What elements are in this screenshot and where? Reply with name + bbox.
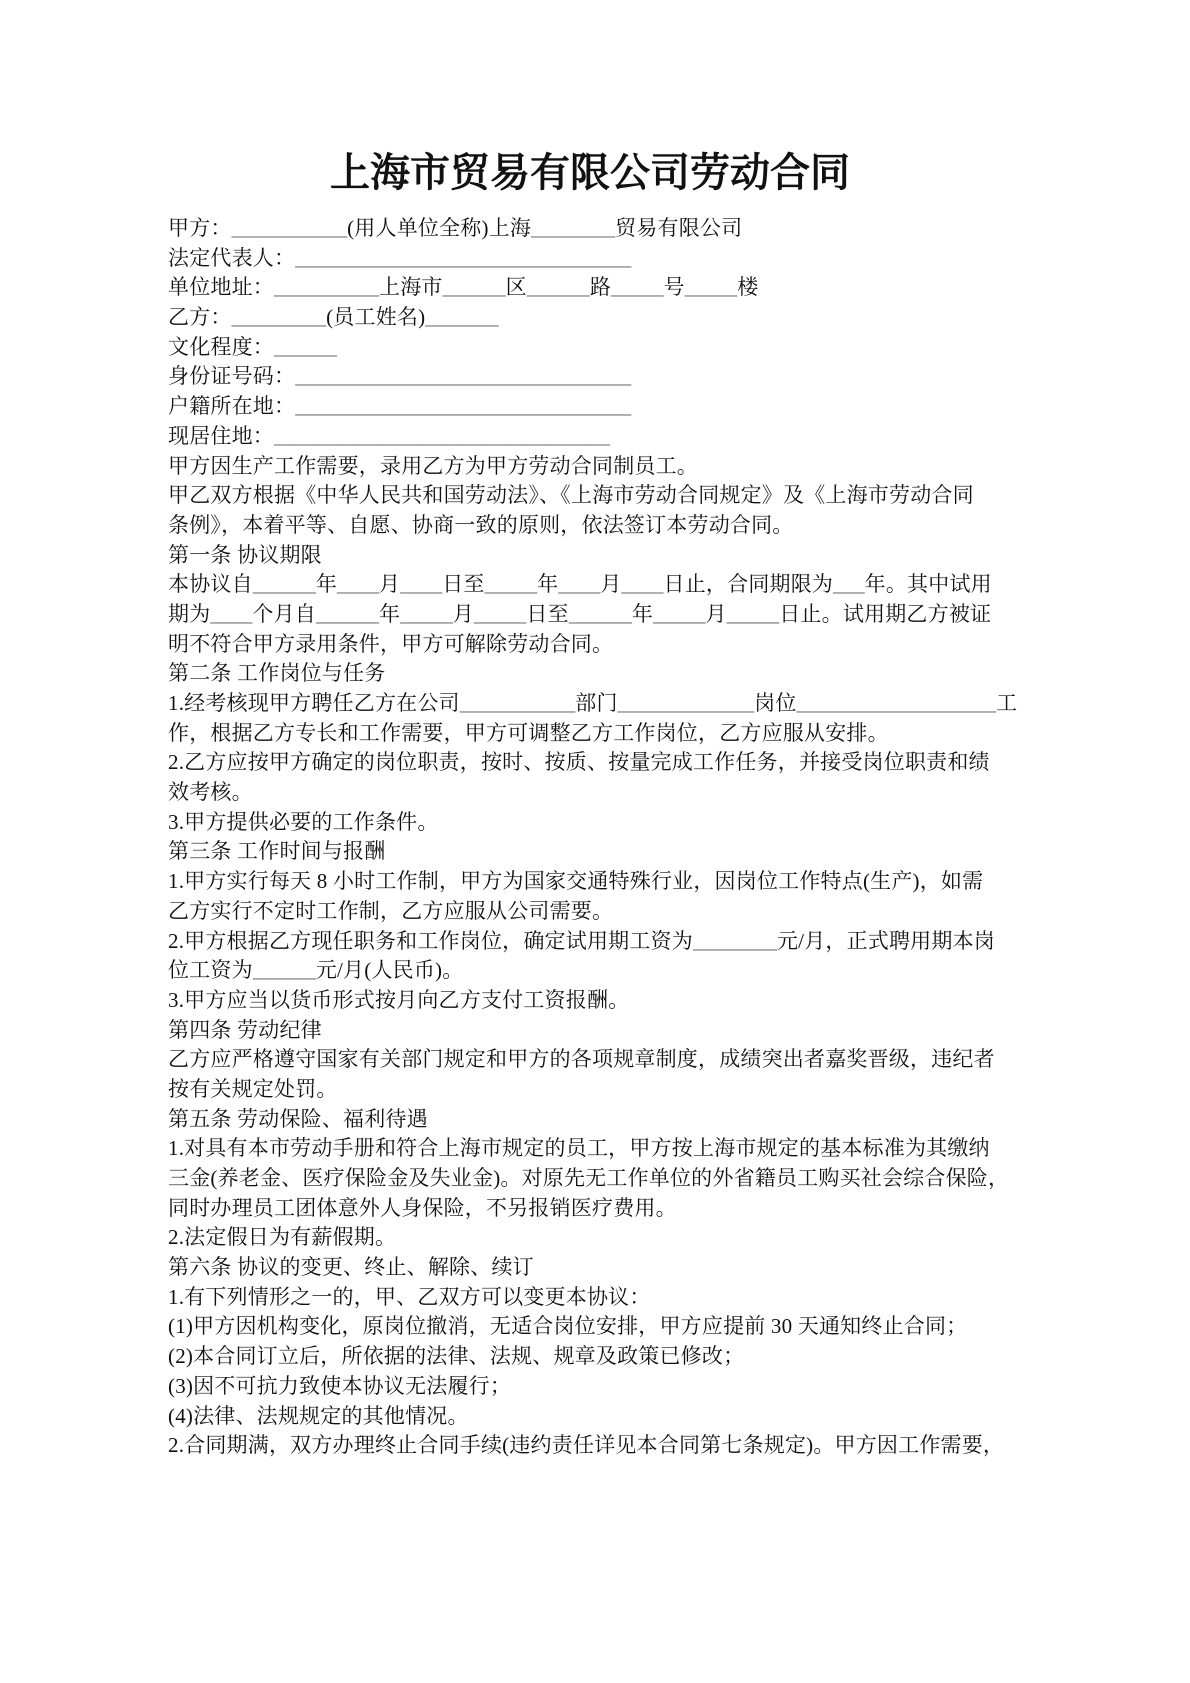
fill-blank: ____ [337,572,380,597]
contract-line: 效考核。 [168,780,253,805]
contract-line: (1)甲方因机构变化，原岗位撤消，无适合岗位安排，甲方应提前 30 天通知终止合同； [168,1314,968,1339]
contract-line: 期为____个月自______年_____月_____日至______年_____月_____日止。试用期乙方被证 [168,601,992,626]
fill-blank: ________________________________ [274,423,610,448]
fill-blank: ___ [833,572,865,597]
contract-line: 现居住地：________________________________ [168,423,610,448]
fill-blank: ___________ [231,216,348,240]
fill-blank: _____ [611,275,664,300]
contract-line: 第四条 劳动纪律 [168,1017,322,1042]
fill-blank: _________ [231,305,327,330]
contract-line: 条例》，本着平等、自愿、协商一致的原则，依法签订本劳动合同。 [168,512,794,537]
contract-title: 上海市贸易有限公司劳动合同 [330,150,850,195]
contract-line: 甲方因生产工作需要，录用乙方为甲方劳动合同制员工。 [168,453,698,478]
contract-line: 2.法定假日为有薪假期。 [168,1225,397,1250]
fill-blank: ______ [274,334,337,359]
contract-line: 2.乙方应按甲方确定的岗位职责，按时、按质、按量完成工作任务，并接受岗位职责和绩 [168,750,990,775]
contract-line: 第六条 协议的变更、终止、解除、续订 [168,1255,534,1280]
fill-blank: __________ [274,275,379,300]
contract-line: 位工资为______元/月(人民币)。 [168,958,464,983]
contract-line: (4)法律、法规规定的其他情况。 [168,1403,469,1428]
fill-blank: _____ [484,572,538,597]
fill-blank: ________ [531,216,616,240]
contract-line: 户籍所在地：________________________________ [168,394,632,419]
contract-line: 1.有下列情形之一的，甲、乙双方可以变更本协议： [168,1284,651,1309]
contract-line: 2.甲方根据乙方现任职务和工作岗位，确定试用期工资为________元/月，正式聘用期本岗 [168,928,995,953]
fill-blank: ______ [442,275,506,300]
fill-blank: ________________________________ [295,394,632,419]
contract-line: 明不符合甲方录用条件，甲方可解除劳动合同。 [168,631,614,656]
contract-line: 1.对具有本市劳动手册和符合上海市规定的员工，甲方按上海市规定的基本标准为其缴纳 [168,1136,990,1161]
contract-line: 乙方应严格遵守国家有关部门规定和甲方的各项规章制度，成绩突出者嘉奖晋级，违纪者 [168,1047,995,1072]
fill-blank: ____ [621,572,664,597]
contract-line: 甲方：___________(用人单位全称)上海________贸易有限公司 [168,216,743,240]
fill-blank: _____ [684,275,738,300]
fill-blank: ________________________________ [295,364,632,389]
fill-blank: _____ [400,601,453,626]
contract-line: 同时办理员工团体意外人身保险，不另报销医疗费用。 [168,1195,677,1220]
fill-blank: ______ [252,572,316,597]
contract-line: 乙方：_________(员工姓名)_______ [168,305,499,330]
contract-body [168,214,1018,1461]
contract-line: 三金(养老金、医疗保险金及失业金)。对原先无工作单位的外省籍员工购买社会综合保险， [168,1166,1010,1190]
fill-blank: ______ [316,601,380,626]
fill-blank: _______ [425,305,499,330]
contract-line: 3.甲方应当以货币形式按月向乙方支付工资报酬。 [168,987,630,1012]
contract-line: 第五条 劳动保险、福利待遇 [168,1106,428,1131]
contract-line: 1.经考核现甲方聘任乙方在公司___________部门_____________岗位___________________工 [168,691,1018,715]
contract-line: 作，根据乙方专长和工作需要，甲方可调整乙方工作岗位，乙方应服从安排。 [168,720,889,745]
fill-blank: _____ [473,601,527,626]
fill-blank: ___________________ [796,691,997,715]
contract-line: (2)本合同订立后，所依据的法律、法规、规章及政策已修改； [168,1344,745,1369]
contract-line: 3.甲方提供必要的工作条件。 [168,809,439,834]
contract-line: 文化程度：______ [168,334,337,359]
fill-blank: ___________ [459,691,576,715]
fill-blank: ______ [526,275,590,300]
fill-blank: _____________ [617,691,755,715]
contract-line: 甲乙双方根据《中华人民共和国劳动法》、《上海市劳动合同规定》及《上海市劳动合同 [168,483,974,508]
contract-line: 按有关规定处罚。 [168,1076,338,1101]
fill-blank: ____ [400,572,443,597]
contract-line: 第二条 工作岗位与任务 [168,661,386,686]
contract-line: 本协议自______年____月____日至_____年____月____日止，合同期限为___年。其中试用 [168,572,992,597]
contract-line: 第一条 协议期限 [168,542,322,567]
fill-blank: ____ [558,572,601,597]
fill-blank: ______ [252,958,316,983]
fill-blank: _____ [653,601,706,626]
fill-blank: ________________________________ [295,245,632,270]
contract-line: 法定代表人：________________________________ [168,245,632,270]
contract-line: 1.甲方实行每天 8 小时工作制，甲方为国家交通特殊行业，因岗位工作特点(生产)，如需 [168,869,984,894]
fill-blank: ______ [568,601,632,626]
contract-line: 2.合同期满，双方办理终止合同手续(违约责任详见本合同第七条规定)。甲方因工作需要， [168,1433,1005,1458]
contract-line: 单位地址：__________上海市______区______路_____号_____楼 [168,275,759,300]
fill-blank: _____ [726,601,780,626]
contract-line: 第三条 工作时间与报酬 [168,839,386,864]
fill-blank: ____ [210,601,253,626]
contract-line: (3)因不可抗力致使本协议无法履行； [168,1373,512,1398]
contract-line: 身份证号码：________________________________ [168,364,632,389]
contract-line: 乙方实行不定时工作制，乙方应服从公司需要。 [168,898,614,923]
fill-blank: ________ [692,928,777,953]
